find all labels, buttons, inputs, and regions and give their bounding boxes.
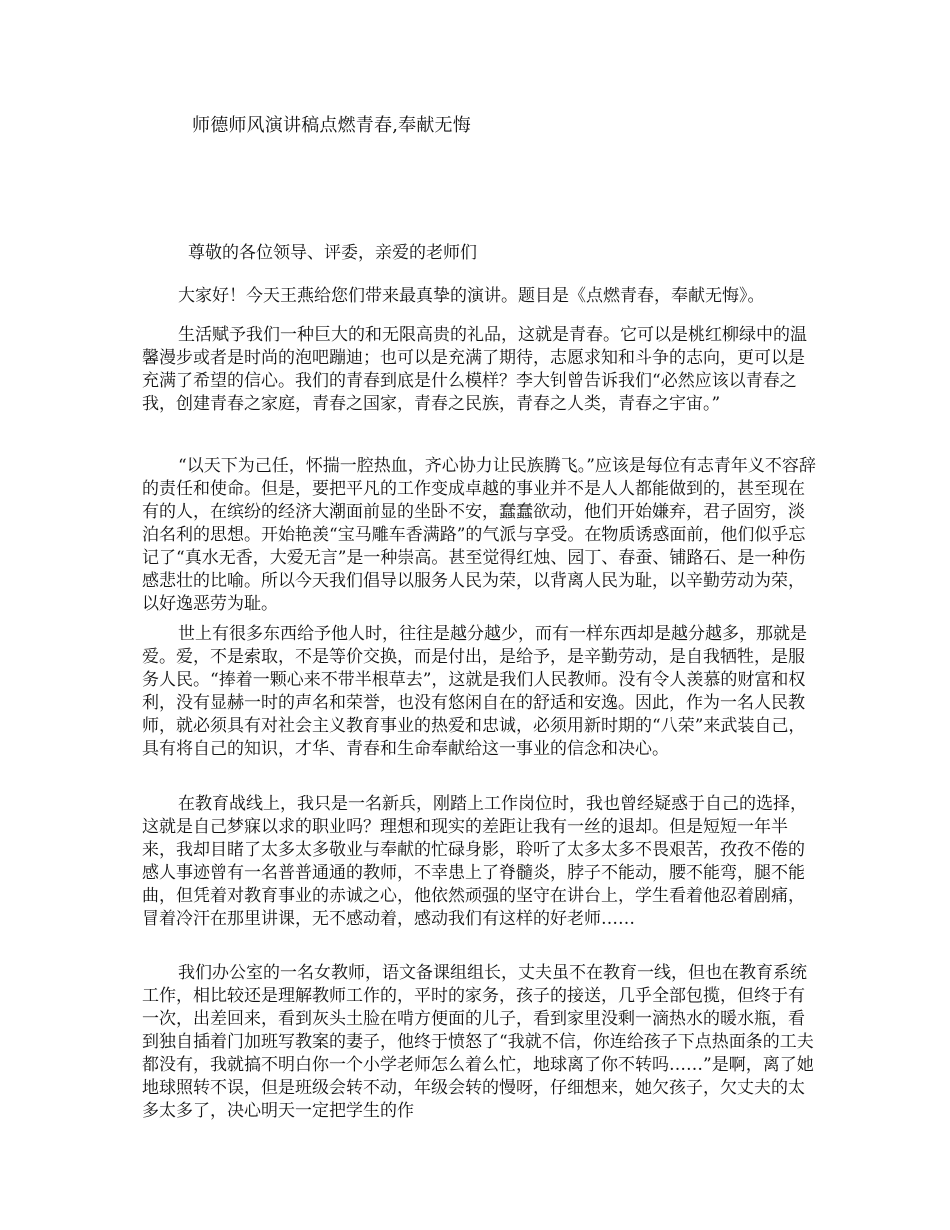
paragraph-mission: “以天下为己任，怀揣一腔热血，齐心协力让民族腾飞。”应该是每位有志青年义不容辞的责任和使命。但是，要把平凡的工作变成卓越的事业并不是人人都能做到的，甚至现在有的人，在缤纷的经济大潮面前显的坐卧不安，蠢蠢欲动，他们开始嫌弃，君子固穷，淡泊名利的思想。开始艳羡“宝马雕车香满路”的气派与享受。在物质诱惑面前，他们似乎忘记了“真水无香，大爱无言”是一种崇高。甚至觉得红烛、园丁、春蚕、铺路石、是一种伤感悲壮的比喻。所以今天我们倡导以服务人民为荣，以背离人民为耻，以辛勤劳动为荣，以好逸恶劳为耻。 xyxy=(142,456,816,614)
paragraph-youth: 生活赋予我们一种巨大的和无限高贵的礼品，这就是青春。它可以是桃红柳绿中的温馨漫步或者是时尚的泡吧蹦迪；也可以是充满了期待，志愿求知和斗争的志向，更可以是充满了希望的信心。我们的青春到底是什么模样？李大钊曾告诉我们“必然应该以青春之我，创建青春之家庭，青春之国家，青春之民族，青春之人类，青春之宇宙。” xyxy=(142,325,807,414)
paragraph-new-teacher: 在教育战线上，我只是一名新兵，刚踏上工作岗位时，我也曾经疑惑于自己的选择，这就是自己梦寐以求的职业吗？理想和现实的差距让我有一丝的退却。但是短短一年半来，我却目睹了太多太多敬业与奉献的忙碌身影，聆听了太多太多不畏艰苦，孜孜不倦的感人事迹曾有一名普普通通的教师，不幸患上了脊髓炎，脖子不能动，腰不能弯，腿不能曲，但凭着对教育事业的赤诚之心，他依然顽强的坚守在讲台上，学生看着他忍着剧痛，冒着冷汗在那里讲课，无不感动着，感动我们有这样的好老师…… xyxy=(142,794,807,929)
paragraph-colleague: 我们办公室的一名女教师，语文备课组组长，丈夫虽不在教育一线，但也在教育系统工作，相比较还是理解教师工作的，平时的家务，孩子的接送，几乎全部包揽，但终于有一次，出差回来，看到灰头土脸在啃方便面的儿子，看到家里没剩一滴热水的暖水瓶，看到独自插着门加班写教案的妻子，他终于愤怒了“我就不信，你连给孩子下点热面条的工夫都没有，我就搞不明白你一个小学老师怎么着么忙，地球离了你不转吗……”是啊，离了她地球照转不误，但是班级会转不动，年级会转的慢呀，仔细想来，她欠孩子，欠丈夫的太多太多了，决心明天一定把学生的作 xyxy=(142,963,814,1121)
paragraph-love: 世上有很多东西给予他人时，往往是越分越少，而有一样东西却是越分越多，那就是爱。爱，不是索取，不是等价交换，而是付出，是给予，是辛勤劳动，是自我牺牲，是服务人民。“捧着一颗心来不带半根草去”，这就是我们人民教师。没有令人羡慕的财富和权利，没有显赫一时的声名和荣誉，也没有悠闲自在的舒适和安逸。因此，作为一名人民教师，就必须具有对社会主义教育事业的热爱和忠诚，必须用新时期的“八荣”来武装自己，具有将自己的知识，才华、青春和生命奉献给这一事业的信念和决心。 xyxy=(142,624,807,759)
document-title: 师德师风演讲稿点燃青春,奉献无悔 xyxy=(192,115,471,136)
paragraph-greeting: 大家好！今天王燕给您们带来最真挚的演讲。题目是《点燃青春，奉献无悔》。 xyxy=(178,286,765,306)
salutation: 尊敬的各位领导、评委，亲爱的老师们 xyxy=(188,243,477,263)
